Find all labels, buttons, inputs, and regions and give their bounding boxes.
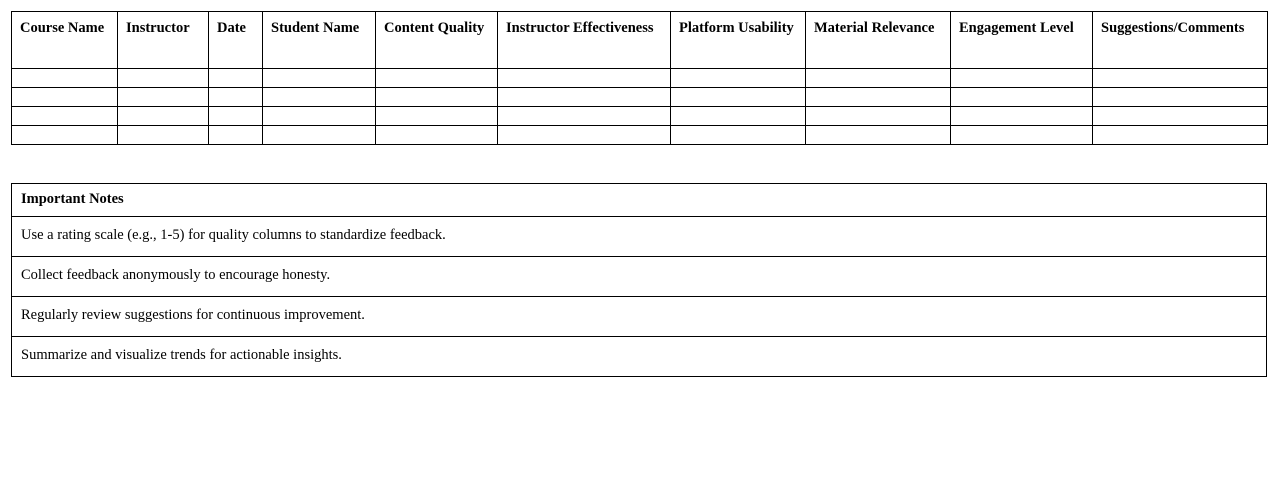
important-notes-table	[11, 183, 1267, 377]
list-item	[12, 216, 1267, 256]
column-header-instructor-effectiveness: Instructor Effectiveness	[498, 12, 671, 69]
cell-course-name[interactable]	[12, 69, 118, 88]
cell-platform-usability[interactable]	[671, 126, 806, 145]
cell-date[interactable]	[209, 88, 263, 107]
note-item-4: Summarize and visualize trends for actionable insights.	[12, 336, 1267, 376]
cell-content-quality[interactable]	[376, 107, 498, 126]
cell-suggestions-comments[interactable]	[1093, 88, 1268, 107]
column-header-engagement-level: Engagement Level	[951, 12, 1093, 69]
list-item	[12, 336, 1267, 376]
cell-platform-usability[interactable]	[671, 107, 806, 126]
cell-instructor[interactable]	[118, 107, 209, 126]
table-row	[12, 107, 1268, 126]
course-feedback-table	[11, 11, 1268, 145]
course-feedback-table-container	[11, 11, 1267, 145]
cell-content-quality[interactable]	[376, 69, 498, 88]
cell-instructor[interactable]	[118, 88, 209, 107]
notes-header-label: Important Notes	[12, 184, 1267, 217]
cell-material-relevance[interactable]	[806, 126, 951, 145]
cell-student-name[interactable]	[263, 126, 376, 145]
note-item-3: Regularly review suggestions for continuous improvement.	[12, 296, 1267, 336]
cell-instructor[interactable]	[118, 126, 209, 145]
cell-engagement-level[interactable]	[951, 88, 1093, 107]
cell-material-relevance[interactable]	[806, 88, 951, 107]
cell-material-relevance[interactable]	[806, 107, 951, 126]
column-header-content-quality: Content Quality	[376, 12, 498, 69]
cell-engagement-level[interactable]	[951, 107, 1093, 126]
note-item-2: Collect feedback anonymously to encourage honesty.	[12, 256, 1267, 296]
column-header-student-name: Student Name	[263, 12, 376, 69]
table-row	[12, 69, 1268, 88]
cell-date[interactable]	[209, 69, 263, 88]
cell-instructor[interactable]	[118, 69, 209, 88]
notes-header-row	[12, 184, 1267, 217]
cell-suggestions-comments[interactable]	[1093, 126, 1268, 145]
cell-date[interactable]	[209, 126, 263, 145]
cell-course-name[interactable]	[12, 88, 118, 107]
cell-content-quality[interactable]	[376, 88, 498, 107]
cell-instructor-effectiveness[interactable]	[498, 107, 671, 126]
cell-instructor-effectiveness[interactable]	[498, 88, 671, 107]
cell-platform-usability[interactable]	[671, 69, 806, 88]
cell-course-name[interactable]	[12, 126, 118, 145]
cell-course-name[interactable]	[12, 107, 118, 126]
column-header-platform-usability: Platform Usability	[671, 12, 806, 69]
list-item	[12, 296, 1267, 336]
column-header-material-relevance: Material Relevance	[806, 12, 951, 69]
cell-student-name[interactable]	[263, 69, 376, 88]
cell-platform-usability[interactable]	[671, 88, 806, 107]
cell-student-name[interactable]	[263, 107, 376, 126]
column-header-date: Date	[209, 12, 263, 69]
list-item	[12, 256, 1267, 296]
cell-engagement-level[interactable]	[951, 69, 1093, 88]
cell-instructor-effectiveness[interactable]	[498, 69, 671, 88]
table-row	[12, 126, 1268, 145]
table-row	[12, 88, 1268, 107]
table-header-row	[12, 12, 1268, 69]
cell-date[interactable]	[209, 107, 263, 126]
column-header-suggestions-comments: Suggestions/Comments	[1093, 12, 1268, 69]
cell-suggestions-comments[interactable]	[1093, 69, 1268, 88]
important-notes-container	[11, 183, 1267, 377]
cell-suggestions-comments[interactable]	[1093, 107, 1268, 126]
column-header-instructor: Instructor	[118, 12, 209, 69]
cell-student-name[interactable]	[263, 88, 376, 107]
cell-engagement-level[interactable]	[951, 126, 1093, 145]
cell-instructor-effectiveness[interactable]	[498, 126, 671, 145]
cell-content-quality[interactable]	[376, 126, 498, 145]
column-header-course-name: Course Name	[12, 12, 118, 69]
cell-material-relevance[interactable]	[806, 69, 951, 88]
note-item-1: Use a rating scale (e.g., 1-5) for quality columns to standardize feedback.	[12, 216, 1267, 256]
